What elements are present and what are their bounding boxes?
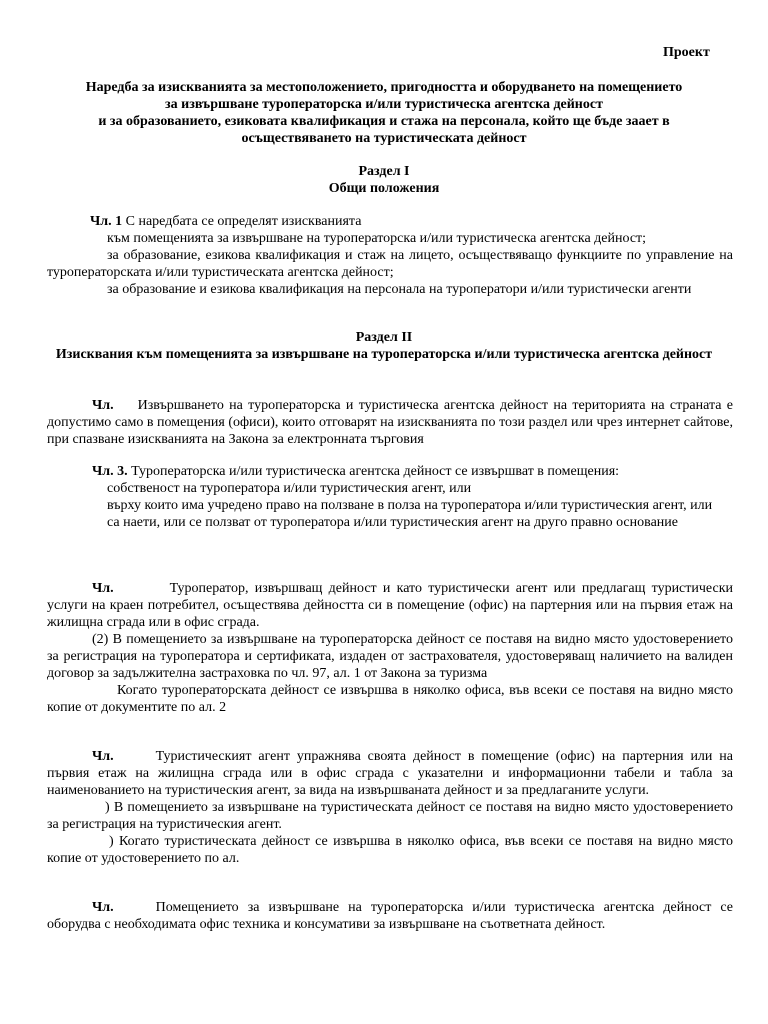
article-5-para [47, 748, 733, 799]
article-5-para: ) Когато туристическата дейност се извършва в няколко офиса, във всеки се поставя на видно място копие от удостоверението по ал. [47, 834, 733, 866]
article-6 [47, 899, 733, 933]
article-5 [47, 748, 733, 867]
article-3-item: върху които има учредено право на ползване в полза на туроператора и/или туристическия агент, или [107, 498, 713, 513]
article-text: Туроператорска и/или туристическа агентска дейност се извършват в помещения: [127, 464, 620, 479]
article-label: Чл. 1 [90, 214, 123, 229]
section-title: Общи положения [328, 181, 440, 196]
article-1-intro [47, 213, 733, 230]
article-5-para: ) В помещението за извършване на туристическата дейност се поставя на видно място удостоверението за регистрация на туристическия агент. [47, 800, 733, 832]
article-label: Чл. [92, 398, 114, 413]
section-number: Раздел II [355, 330, 413, 345]
article-4-para: Когато туроператорската дейност се извършва в няколко офиса, във всеки се поставя на видно място копие от документите по ал. 2 [47, 683, 733, 715]
article-2 [47, 397, 733, 448]
draft-label: Проект [663, 45, 710, 60]
article-3-intro [47, 463, 733, 480]
title-line: и за образованието, езиковата квалификация и стажа на персонала, който ще бъде заает в [98, 114, 670, 129]
article-text: Туроператор, извършващ дейност и като туристически агент или предлагащ туристически услуги на краен потребител, осъществява дейността си в помещение (офис) на партерния или на първия етаж на жилищна сграда или в офис сграда. [47, 581, 733, 630]
article-1-item: към помещенията за извършване на туроператорска и/или туристическа агентска дейност; [107, 231, 647, 246]
article-label: Чл. [92, 749, 114, 764]
article-text: Помещението за извършване на туроператорска и/или туристическа агентска дейност се оборудва с необходимата офис техника и консумативи за извършване на съответната дейност. [47, 900, 733, 932]
section-number: Раздел I [358, 164, 410, 179]
article-4-para [47, 580, 733, 631]
article-text: Извършването на туроператорска и туристическа агентска дейност на територията на страната е допустимо само в помещения (офиси), които отговарят на изискванията по този раздел или чрез интернет сайтове, при спазване изискванията на Закона за електронната търговия [47, 398, 733, 447]
article-1-item: за образование, езикова квалификация и стаж на лицето, осъществяващо функциите по управление на туроператорската и/или туристическата агентска дейност; [47, 248, 733, 280]
section-1-heading [40, 163, 728, 197]
document-title [40, 79, 728, 147]
article-1 [47, 213, 733, 298]
title-line: за извършване туроператорска и/или туристическа агентска дейност [165, 97, 603, 112]
article-label: Чл. 3. [92, 464, 128, 479]
article-4 [47, 580, 733, 716]
article-3 [47, 463, 733, 531]
article-text: Туристическият агент упражнява своята дейност в помещение (офис) на партерния или на първия етаж на жилищна сграда или в офис сграда с указателни и информационни табели и табла за наименованието на туристическия агент, за вида на извършваната дейност и за предлаганите услуги. [47, 749, 733, 798]
article-3-item: собственост на туроператора и/или туристическия агент, или [107, 481, 472, 496]
article-label: Чл. [92, 900, 114, 915]
title-line: Наредба за изискванията за местоположението, пригодността и оборудването на помещението [85, 80, 683, 95]
article-4-para: (2) В помещението за извършване на туроператорска дейност се поставя на видно място удостоверението за регистрация на туроператора и сертификата, издаден от застрахователя, удостоверяващ наличието на валиден договор за задължителна застраховка по чл. 97, ал. 1 от Закона за туризма [47, 632, 733, 681]
article-text: С наредбата се определят изискванията [122, 214, 362, 229]
article-3-item: са наети, или се ползват от туроператора и/или туристическия агент на друго правно основание [107, 515, 678, 530]
article-label: Чл. [92, 581, 114, 596]
section-title: Изисквания към помещенията за извършване на туроператорска и/или туристическа агентска дейност [55, 347, 713, 362]
section-2-heading [40, 329, 728, 363]
article-1-item: за образование и езикова квалификация на персонала на туроператори и/или туристически агенти [107, 282, 692, 297]
title-line: осъществяването на туристическата дейност [241, 131, 527, 146]
